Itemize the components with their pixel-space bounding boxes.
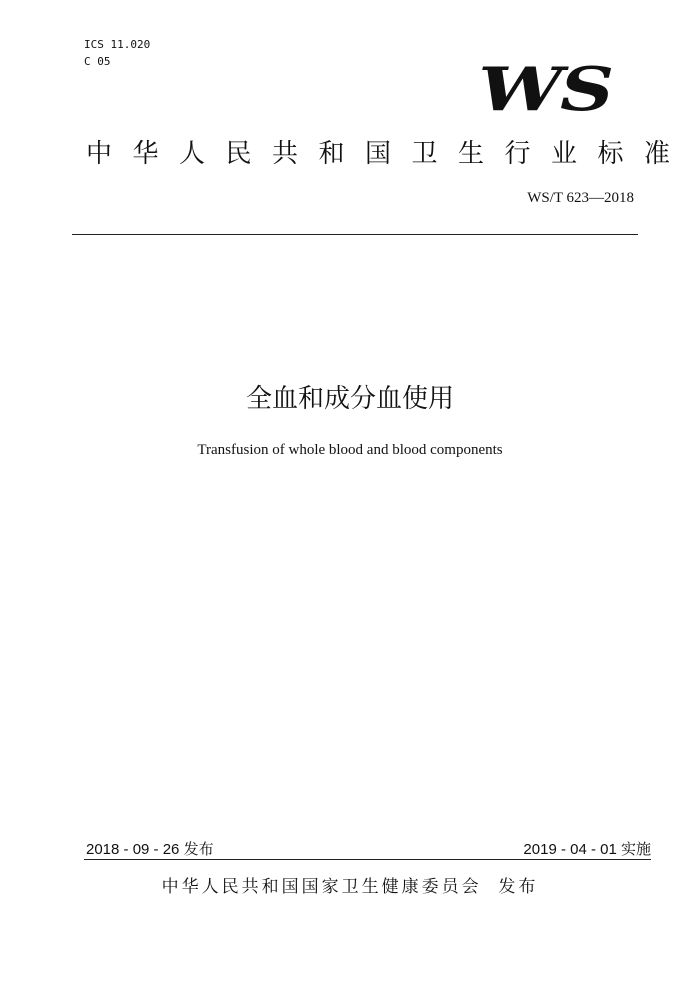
ccs-code: C 05 [84, 55, 111, 68]
ics-code: ICS 11.020 [84, 38, 151, 51]
standard-category: 中华人民共和国卫生行业标准 [86, 139, 691, 169]
header-divider [72, 234, 638, 235]
ws-logo: WS [478, 55, 612, 125]
footer-divider [84, 859, 651, 860]
standard-number: WS/T 623—2018 [527, 190, 634, 206]
issuing-authority: 中华人民共和国国家卫生健康委员会 发布 [161, 877, 539, 897]
issue-date: 2018 - 09 - 26 发布 [86, 841, 214, 858]
document-english-title: Transfusion of whole blood and blood components [197, 442, 503, 458]
document-title: 全血和成分血使用 [245, 384, 454, 414]
classification-codes [84, 36, 150, 70]
implementation-date: 2019 - 04 - 01 实施 [523, 841, 651, 858]
